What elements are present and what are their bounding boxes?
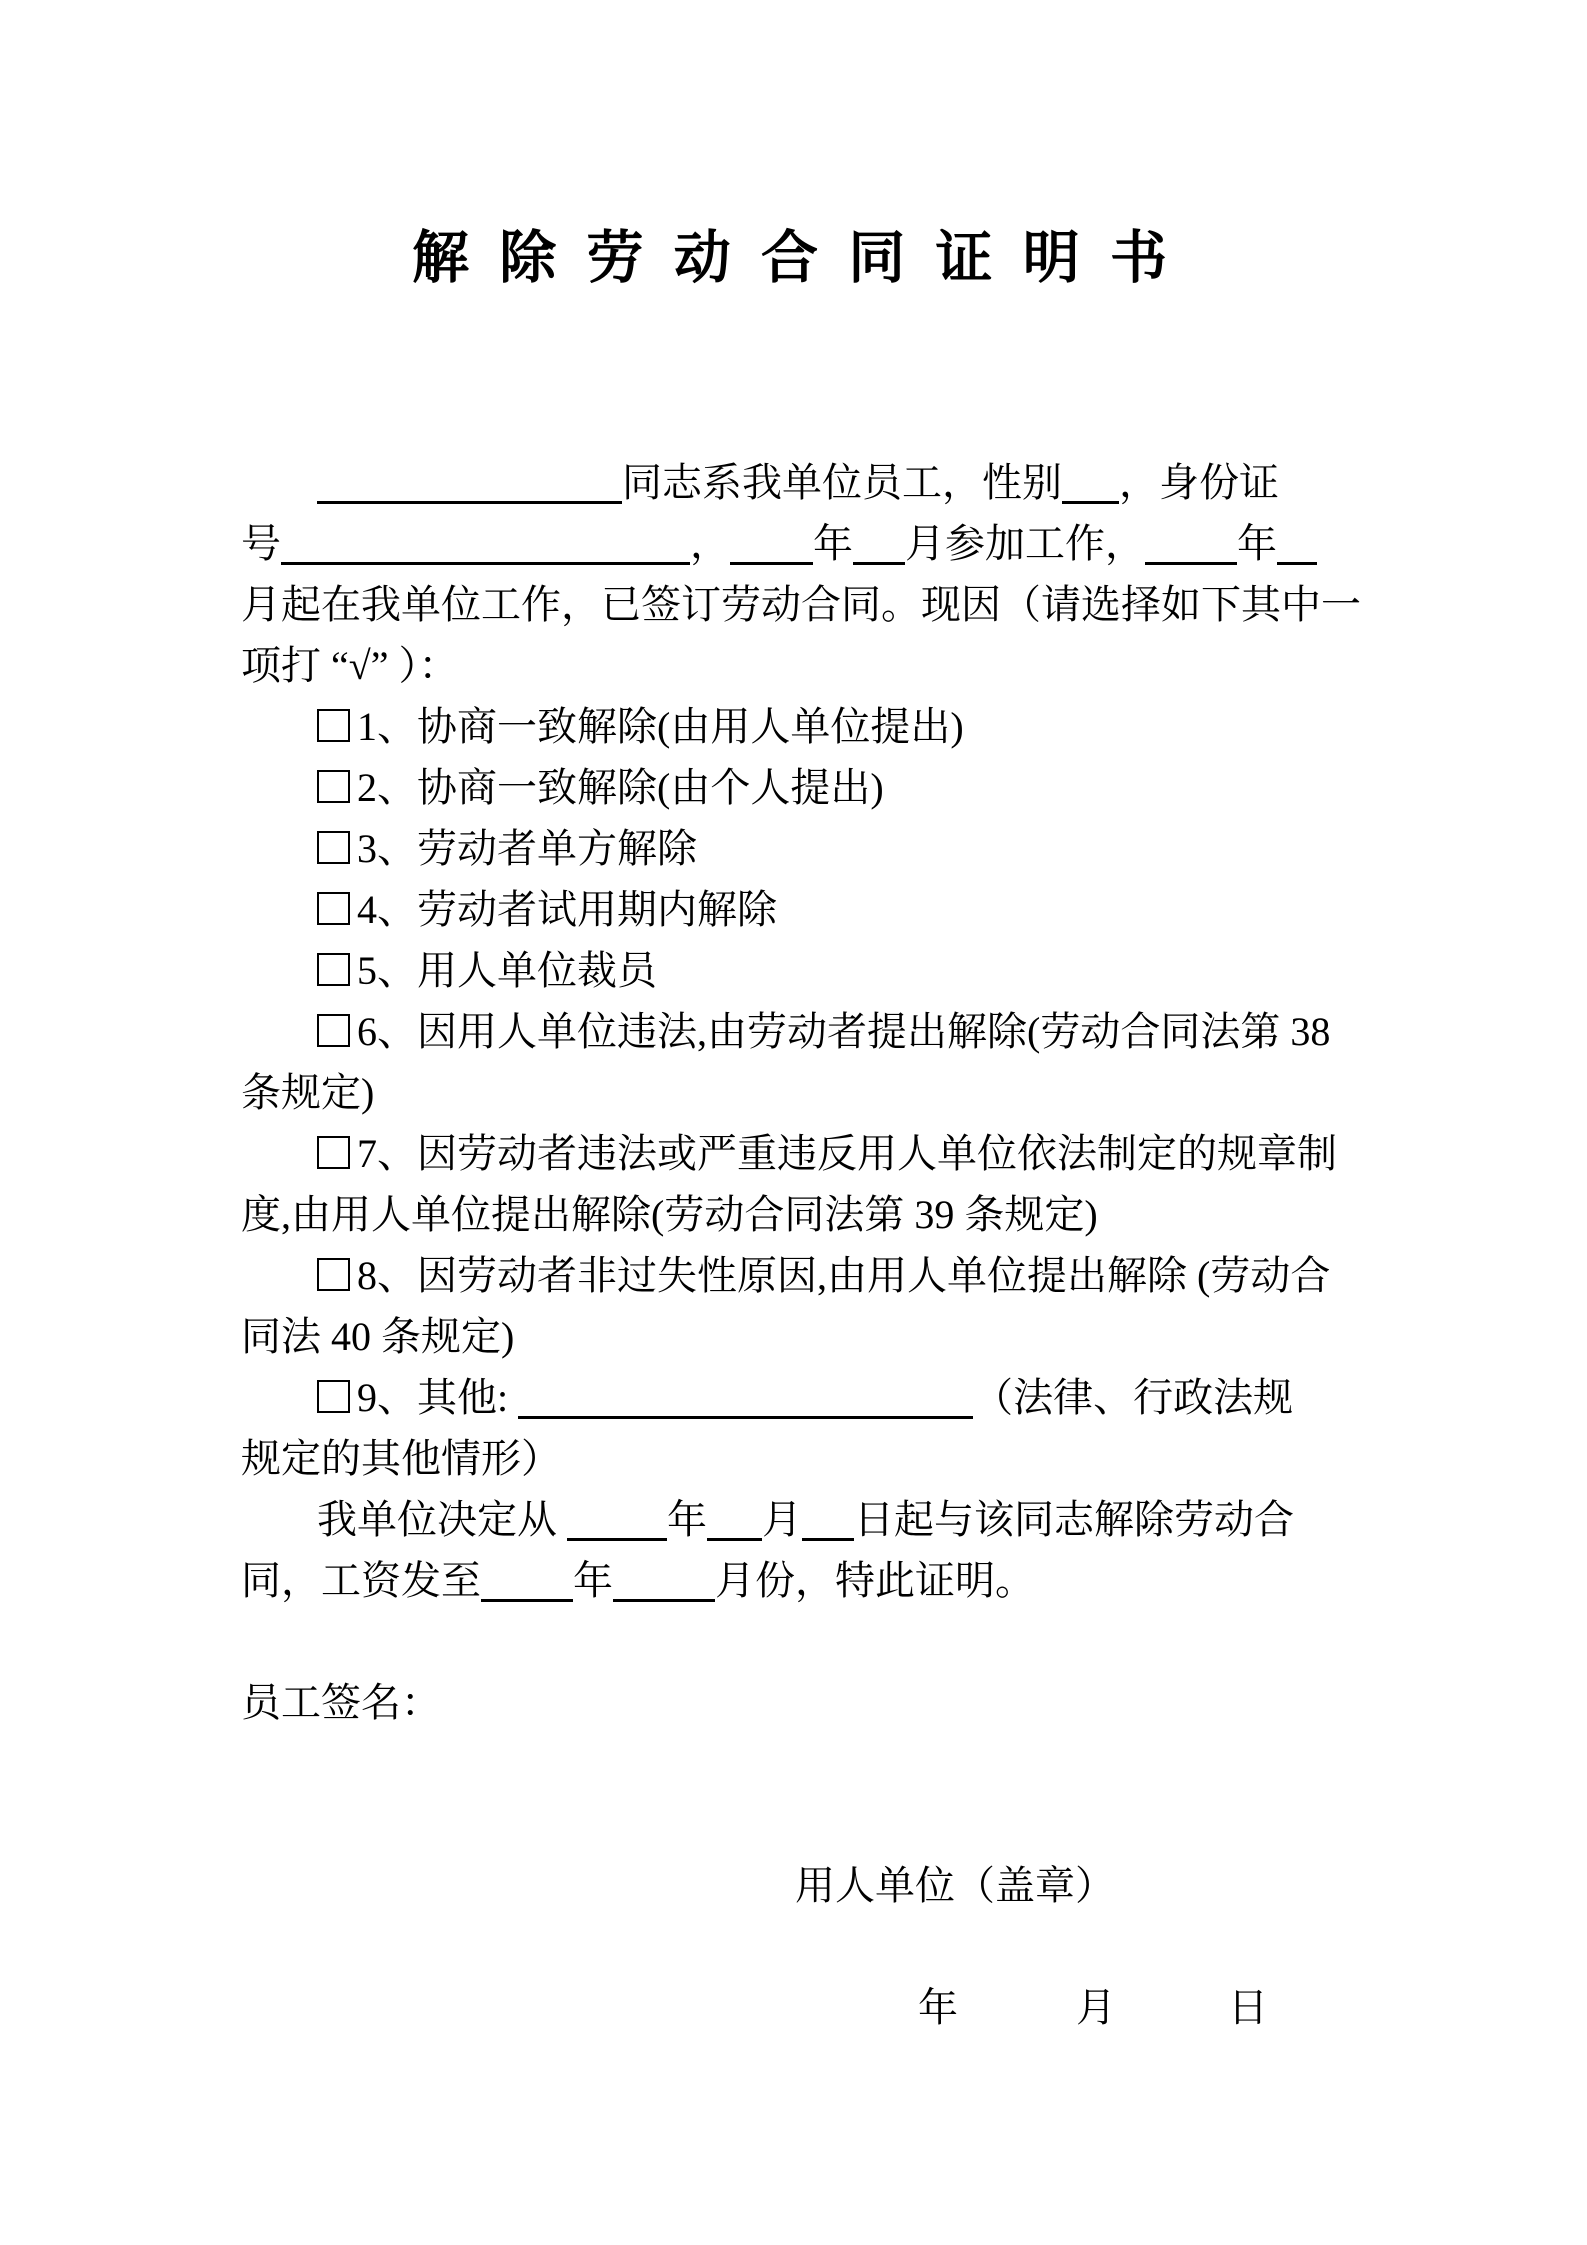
blank-fill-field[interactable] [802, 1537, 854, 1541]
text-line [241, 1672, 1351, 1733]
text-run: 年 [813, 521, 853, 566]
text-line [241, 1794, 1351, 1855]
document-body [241, 452, 1361, 2038]
checkbox[interactable] [317, 1136, 350, 1169]
indent-spacer [241, 922, 317, 923]
text-line [241, 879, 1351, 940]
text-run: 同志系我单位员工，性别 [622, 460, 1062, 505]
indent-spacer [241, 739, 317, 740]
text-run: 年 [918, 1985, 958, 2030]
indent-spacer [241, 1532, 317, 1533]
text-line [241, 1123, 1351, 1184]
text-run: 4、劳动者试用期内解除 [357, 887, 777, 932]
checkbox[interactable] [317, 831, 350, 864]
indent-spacer [241, 1288, 317, 1289]
checkbox[interactable] [317, 1258, 350, 1291]
indent-spacer [241, 861, 317, 862]
text-run: 月份，特此证明。 [715, 1558, 1035, 1603]
text-run: 员工签名： [241, 1680, 441, 1725]
text-run: 月起在我单位工作，已签订劳动合同。现因（请选择如下其中一 [241, 582, 1361, 627]
text-line [241, 1001, 1351, 1062]
text-run: 年 [573, 1558, 613, 1603]
indent-spacer [241, 1898, 795, 1899]
checkbox[interactable] [317, 1380, 350, 1413]
document-title: 解 除 劳 动 合 同 证 明 书 [412, 227, 1175, 290]
text-run: 月参加工作， [905, 521, 1145, 566]
blank-fill-field[interactable] [730, 561, 813, 565]
text-run: 日起与该同志解除劳动合 [854, 1497, 1294, 1542]
text-line [241, 757, 1351, 818]
checkbox[interactable] [317, 892, 350, 925]
text-line [241, 1855, 1351, 1916]
text-run: （法律、行政法规 [973, 1375, 1294, 1420]
text-line [241, 1611, 1351, 1672]
indent-spacer [241, 1410, 317, 1411]
text-line [241, 1184, 1351, 1245]
checkbox[interactable] [317, 1014, 350, 1047]
text-run: 规定的其他情形） [241, 1436, 561, 1481]
indent-spacer [1116, 2020, 1228, 2021]
text-run: 2、协商一致解除(由个人提出) [357, 765, 884, 810]
text-run: 1、协商一致解除(由用人单位提出) [357, 704, 964, 749]
text-line [241, 696, 1351, 757]
blank-fill-field[interactable] [613, 1598, 715, 1602]
text-line [241, 1062, 1351, 1123]
text-run: 我单位决定从 [317, 1497, 567, 1542]
blank-fill-field[interactable] [1062, 500, 1119, 504]
indent-spacer [241, 800, 317, 801]
text-run: ， [690, 521, 730, 566]
text-run: 9、其他: [357, 1375, 519, 1420]
blank-fill-field[interactable] [1277, 561, 1317, 565]
blank-fill-field[interactable] [567, 1537, 667, 1541]
text-line [241, 1367, 1351, 1428]
blank-fill-field[interactable] [853, 561, 905, 565]
blank-fill-field[interactable] [481, 1598, 573, 1602]
text-run: 7、因劳动者违法或严重违反用人单位依法制定的规章制 [357, 1131, 1337, 1176]
text-line [241, 1428, 1351, 1489]
indent-spacer [241, 1044, 317, 1045]
text-line [241, 574, 1361, 635]
text-line [241, 635, 1351, 696]
text-line [241, 1916, 1351, 1977]
text-line [241, 818, 1351, 879]
indent-spacer [241, 495, 317, 496]
indent-spacer [241, 2020, 918, 2021]
text-run: 用人单位（盖章） [795, 1863, 1115, 1908]
text-run: 项打 “√” ）： [241, 643, 459, 688]
text-run: 条规定) [241, 1070, 375, 1115]
text-run: 年 [1237, 521, 1277, 566]
blank-fill-field[interactable] [707, 1537, 762, 1541]
text-line [241, 1306, 1351, 1367]
text-run: 3、劳动者单方解除 [357, 826, 697, 871]
text-run: 8、因劳动者非过失性原因,由用人单位提出解除 (劳动合 [357, 1253, 1331, 1298]
text-line [241, 1977, 1351, 2038]
text-line [241, 940, 1351, 1001]
text-run: 年 [667, 1497, 707, 1542]
text-run: 同，工资发至 [241, 1558, 481, 1603]
text-line [241, 452, 1351, 513]
checkbox[interactable] [317, 953, 350, 986]
text-run: 月 [1076, 1985, 1116, 2030]
text-run: 度,由用人单位提出解除(劳动合同法第 39 条规定) [241, 1192, 1098, 1237]
text-line [241, 1245, 1351, 1306]
blank-fill-field[interactable] [317, 500, 622, 504]
text-run: ，身份证 [1119, 460, 1279, 505]
text-run: 6、因用人单位违法,由劳动者提出解除(劳动合同法第 38 [357, 1009, 1331, 1054]
indent-spacer [241, 983, 317, 984]
text-line [241, 1550, 1351, 1611]
blank-fill-field[interactable] [518, 1415, 973, 1419]
text-line [241, 1489, 1351, 1550]
indent-spacer [958, 2020, 1076, 2021]
text-run: 5、用人单位裁员 [357, 948, 657, 993]
text-run: 号 [241, 521, 281, 566]
checkbox[interactable] [317, 770, 350, 803]
text-run: 日 [1228, 1985, 1268, 2030]
text-line [241, 513, 1351, 574]
blank-fill-field[interactable] [281, 561, 690, 565]
text-line [241, 1733, 1351, 1794]
text-run: 月 [762, 1497, 802, 1542]
indent-spacer [241, 1166, 317, 1167]
text-run: 同法 40 条规定) [241, 1314, 515, 1359]
blank-fill-field[interactable] [1145, 561, 1237, 565]
checkbox[interactable] [317, 709, 350, 742]
